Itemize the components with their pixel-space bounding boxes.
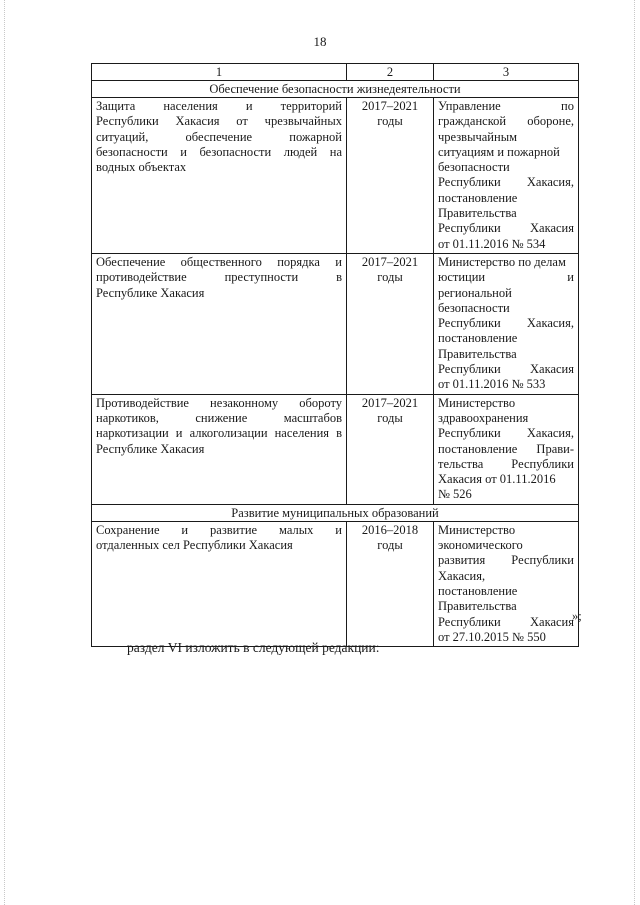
legal-basis-line: Хакасия, <box>438 568 486 583</box>
legal-basis-cell <box>434 253 579 394</box>
legal-basis-line: экономического <box>438 538 523 553</box>
period-cell <box>347 521 434 646</box>
column-header: 2 <box>347 64 434 81</box>
table-row <box>92 253 579 394</box>
legal-basis-line: постановление <box>438 190 518 205</box>
legal-basis-line: Хакасия от 01.11.2016 <box>438 472 556 487</box>
legal-basis-line: постановление Прави- <box>438 441 574 456</box>
program-name-line: безопасности и безопасности людей на <box>96 144 342 159</box>
program-name-line: Республике Хакасия <box>96 441 205 456</box>
column-header: 3 <box>434 64 579 81</box>
programs-table <box>91 63 579 647</box>
program-name-line: Защита населения и территорий <box>96 99 342 113</box>
instruction-text: раздел VI изложить в следующей редакции: <box>127 640 380 655</box>
period-line: годы <box>377 114 403 129</box>
program-name-line: Республики Хакасия от чрезвычайных <box>96 114 342 129</box>
legal-basis-cell <box>434 394 579 504</box>
legal-basis-line: юстиции и <box>438 270 574 285</box>
program-name-line: противодействие преступности в <box>96 270 342 285</box>
program-name-line: Противодействие незаконному обороту <box>96 395 342 410</box>
period-cell <box>347 394 434 504</box>
period-line: 2016–2018 <box>361 522 419 537</box>
program-name-line: Республике Хакасия <box>96 285 205 300</box>
program-name-line: ситуаций, обеспечение пожарной <box>96 129 342 144</box>
legal-basis-line: региональной <box>438 285 512 300</box>
legal-basis-line: № 526 <box>438 487 472 502</box>
period-line: годы <box>377 270 403 285</box>
legal-basis-line: безопасности <box>438 300 510 315</box>
legal-basis-cell <box>434 98 579 254</box>
table-row <box>92 394 579 504</box>
legal-basis-line: Республики Хакасия <box>438 614 574 629</box>
section-row <box>92 504 579 521</box>
left-margin-mark <box>4 0 6 905</box>
program-name-line: Обеспечение общественного порядка и <box>96 254 342 269</box>
program-name-line: наркотизации и алкоголизации населения в <box>96 426 342 441</box>
legal-basis-line: постановление <box>438 331 518 346</box>
program-name-line: отдаленных сел Республики Хакасия <box>96 538 293 553</box>
page-number: 18 <box>313 34 327 49</box>
legal-basis-line: Министерство <box>438 522 516 537</box>
legal-basis-line: Министерство <box>438 395 516 410</box>
legal-basis-line: чрезвычайным <box>438 129 517 144</box>
legal-basis-cell <box>434 521 579 646</box>
right-margin-mark <box>634 0 636 905</box>
closing-quote-mark: »; <box>572 609 582 623</box>
legal-basis-line: Управление по <box>438 99 574 113</box>
period-line: 2017–2021 <box>361 395 419 410</box>
legal-basis-line: Республики Хакасия <box>438 221 574 236</box>
legal-basis-line: гражданской обороне, <box>438 114 574 129</box>
period-line: годы <box>377 538 403 553</box>
legal-basis-line: от 01.11.2016 № 534 <box>438 236 546 251</box>
legal-basis-line: Правительства <box>438 346 517 361</box>
legal-basis-line: здравоохранения <box>438 410 529 425</box>
period-line: 2017–2021 <box>361 254 419 269</box>
program-name-cell <box>92 253 347 394</box>
column-header: 1 <box>92 64 347 81</box>
program-name-cell <box>92 394 347 504</box>
legal-basis-line: Правительства <box>438 206 517 221</box>
legal-basis-line: Республики Хакасия <box>438 362 574 377</box>
legal-basis-line: ситуациям и пожарной <box>438 144 560 159</box>
section-title: Обеспечение безопасности жизнедеятельности <box>92 81 579 98</box>
table-row <box>92 521 579 646</box>
legal-basis-line: тельства Республики <box>438 456 574 471</box>
program-name-cell <box>92 521 347 646</box>
legal-basis-line: от 01.11.2016 № 533 <box>438 377 546 392</box>
legal-basis-line: Республики Хакасия, <box>438 426 574 441</box>
table-row <box>92 98 579 254</box>
period-cell <box>347 98 434 254</box>
program-name-line: Сохранение и развитие малых и <box>96 522 342 537</box>
legal-basis-line: от 27.10.2015 № 550 <box>438 629 546 644</box>
section-row <box>92 81 579 98</box>
program-name-line: водных объектах <box>96 160 187 175</box>
legal-basis-line: развития Республики <box>438 553 574 568</box>
legal-basis-line: Правительства <box>438 599 517 614</box>
legal-basis-line: Министерство по делам <box>438 254 566 269</box>
table-header-row <box>92 64 579 81</box>
legal-basis-line: Республики Хакасия, <box>438 175 574 190</box>
program-name-line: наркотиков, снижение масштабов <box>96 410 342 425</box>
legal-basis-line: постановление <box>438 583 518 598</box>
program-name-cell <box>92 98 347 254</box>
period-cell <box>347 253 434 394</box>
legal-basis-line: Республики Хакасия, <box>438 316 574 331</box>
section-title: Развитие муниципальных образований <box>92 504 579 521</box>
period-line: 2017–2021 <box>361 99 419 113</box>
legal-basis-line: безопасности <box>438 160 510 175</box>
period-line: годы <box>377 410 403 425</box>
